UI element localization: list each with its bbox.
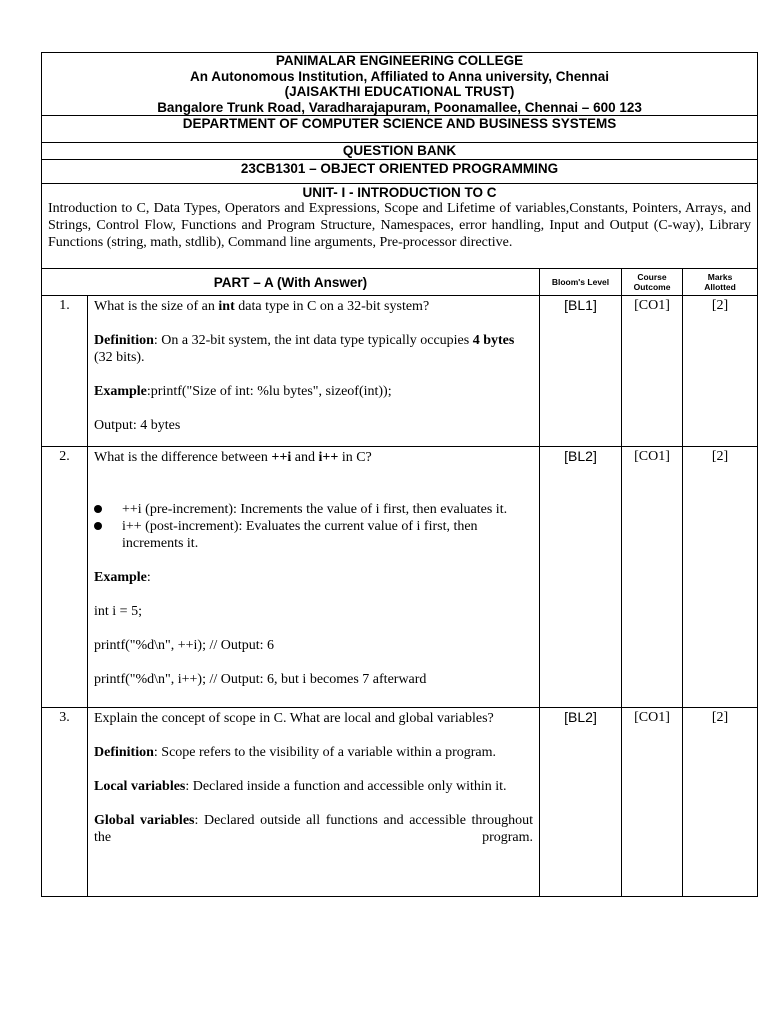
local-variables-label: Local variables: [94, 779, 186, 794]
global-variables-label: Global variables: [94, 813, 195, 828]
college-address: Bangalore Trunk Road, Varadharajapuram, Poonamallee, Chennai – 600 123: [157, 99, 642, 115]
definition-bold: 4 bytes: [472, 333, 515, 348]
answer-bullet: ++i (pre-increment): Increments the value of i first, then evaluates it.: [94, 501, 533, 518]
code-line: printf("%d\n", i++); // Output: 6, but i becomes 7 afterward: [94, 672, 427, 687]
question-text-mid: and: [291, 450, 319, 465]
marks-header-line2: Allotted: [704, 282, 736, 292]
question-text: Explain the concept of scope in C. What are local and global variables?: [94, 711, 494, 726]
college-name: PANIMALAR ENGINEERING COLLEGE: [275, 53, 524, 68]
question-text-post: in C?: [338, 450, 372, 465]
bullet-icon: [94, 505, 102, 513]
question-row-2: [42, 447, 758, 708]
blooms-level-3: [BL2]: [540, 708, 622, 897]
definition-label: Definition: [94, 745, 154, 760]
department-row: [42, 116, 758, 143]
marks-header-line1: Marks: [707, 272, 733, 282]
question-text-bold: int: [218, 299, 235, 314]
example-text: :printf("Size of int: %lu bytes", sizeof(int));: [146, 384, 392, 399]
definition-text: : Scope refers to the visibility of a variable within a program.: [153, 745, 497, 760]
question-number-1: 1.: [42, 296, 88, 447]
unit-syllabus: Introduction to C, Data Types, Operators and Expressions, Scope and Lifetime of variables,Constants, Pointers, Arrays, and Strings, Control Flow, Functions and Program Structure, Namespaces, error handling, Input and Output (C-way), Library Functions (string, math, stdlib), Command line arguments, Pre-processor directive.: [48, 201, 752, 250]
marks-1: [2]: [683, 296, 758, 447]
course-outcome-2: [CO1]: [622, 447, 683, 708]
question-text-post: data type in C on a 32-bit system?: [234, 299, 430, 314]
example-label: Example: [94, 570, 147, 585]
question-text-bold1: ++i: [271, 450, 292, 465]
blooms-level-header: Bloom's Level: [551, 277, 610, 287]
code-line: printf("%d\n", ++i); // Output: 6: [94, 638, 275, 653]
question-text-bold2: i++: [318, 450, 339, 465]
course-outcome-header-line2: Outcome: [633, 282, 671, 292]
definition-text: : On a 32-bit system, the int data type typically occupies: [153, 333, 473, 348]
local-variables-text: : Declared inside a function and accessible only within it.: [185, 779, 507, 794]
question-number-2: 2.: [42, 447, 88, 708]
question-text-pre: What is the size of an: [94, 299, 219, 314]
code-line: int i = 5;: [94, 604, 142, 619]
example-label: Example: [94, 384, 147, 399]
college-header-row: [42, 53, 758, 116]
bullet-icon: [94, 522, 102, 530]
question-number-3: 3.: [42, 708, 88, 897]
trust-name: (JAISAKTHI EDUCATIONAL TRUST): [284, 84, 515, 99]
part-a-heading: PART – A (With Answer): [213, 274, 368, 290]
doc-type: QUESTION BANK: [42, 143, 757, 160]
unit-title: UNIT- I - INTRODUCTION TO C: [302, 185, 497, 200]
blooms-level-1: [BL1]: [540, 296, 622, 447]
definition-label: Definition: [94, 333, 154, 348]
marks-2: [2]: [683, 447, 758, 708]
question-bank-table: [41, 52, 758, 897]
marks-3: [2]: [683, 708, 758, 897]
question-body-2: What is the difference between ++i and i++ in C? ++i (pre-increment): Increments the value of i first, then evaluates it. i++ (post-increment): Evaluates the current value of i first, then increments it. Example: int i = 5; printf("%d\n", ++i); // Output: 6 printf("%d\n", i++); // Output: 6, but i becomes 7 afterward: [88, 447, 540, 708]
college-subtitle: An Autonomous Institution, Affiliated to Anna university, Chennai: [190, 68, 610, 84]
course-row: [42, 143, 758, 184]
output-text: Output: 4 bytes: [94, 418, 181, 433]
blooms-level-2: [BL2]: [540, 447, 622, 708]
unit-row: [42, 184, 758, 269]
definition-post: (32 bits).: [94, 350, 145, 365]
course-outcome-1: [CO1]: [622, 296, 683, 447]
question-row-3: [42, 708, 758, 897]
department-name: DEPARTMENT OF COMPUTER SCIENCE AND BUSINESS SYSTEMS: [182, 116, 617, 131]
column-header-row: [42, 269, 758, 296]
course-outcome-header-line1: Course: [637, 272, 667, 282]
question-body-1: [88, 296, 540, 447]
question-body-3: [88, 708, 540, 897]
course-outcome-3: [CO1]: [622, 708, 683, 897]
question-row-1: [42, 296, 758, 447]
answer-bullet: i++ (post-increment): Evaluates the current value of i first, then increments it.: [94, 518, 533, 552]
question-text-pre: What is the difference between: [94, 450, 272, 465]
course-title: 23CB1301 – OBJECT ORIENTED PROGRAMMING: [240, 160, 559, 176]
answer-bullet-list: [94, 501, 533, 552]
global-variables-text: : Declared outside all functions and accessible throughout the program.: [94, 813, 533, 845]
